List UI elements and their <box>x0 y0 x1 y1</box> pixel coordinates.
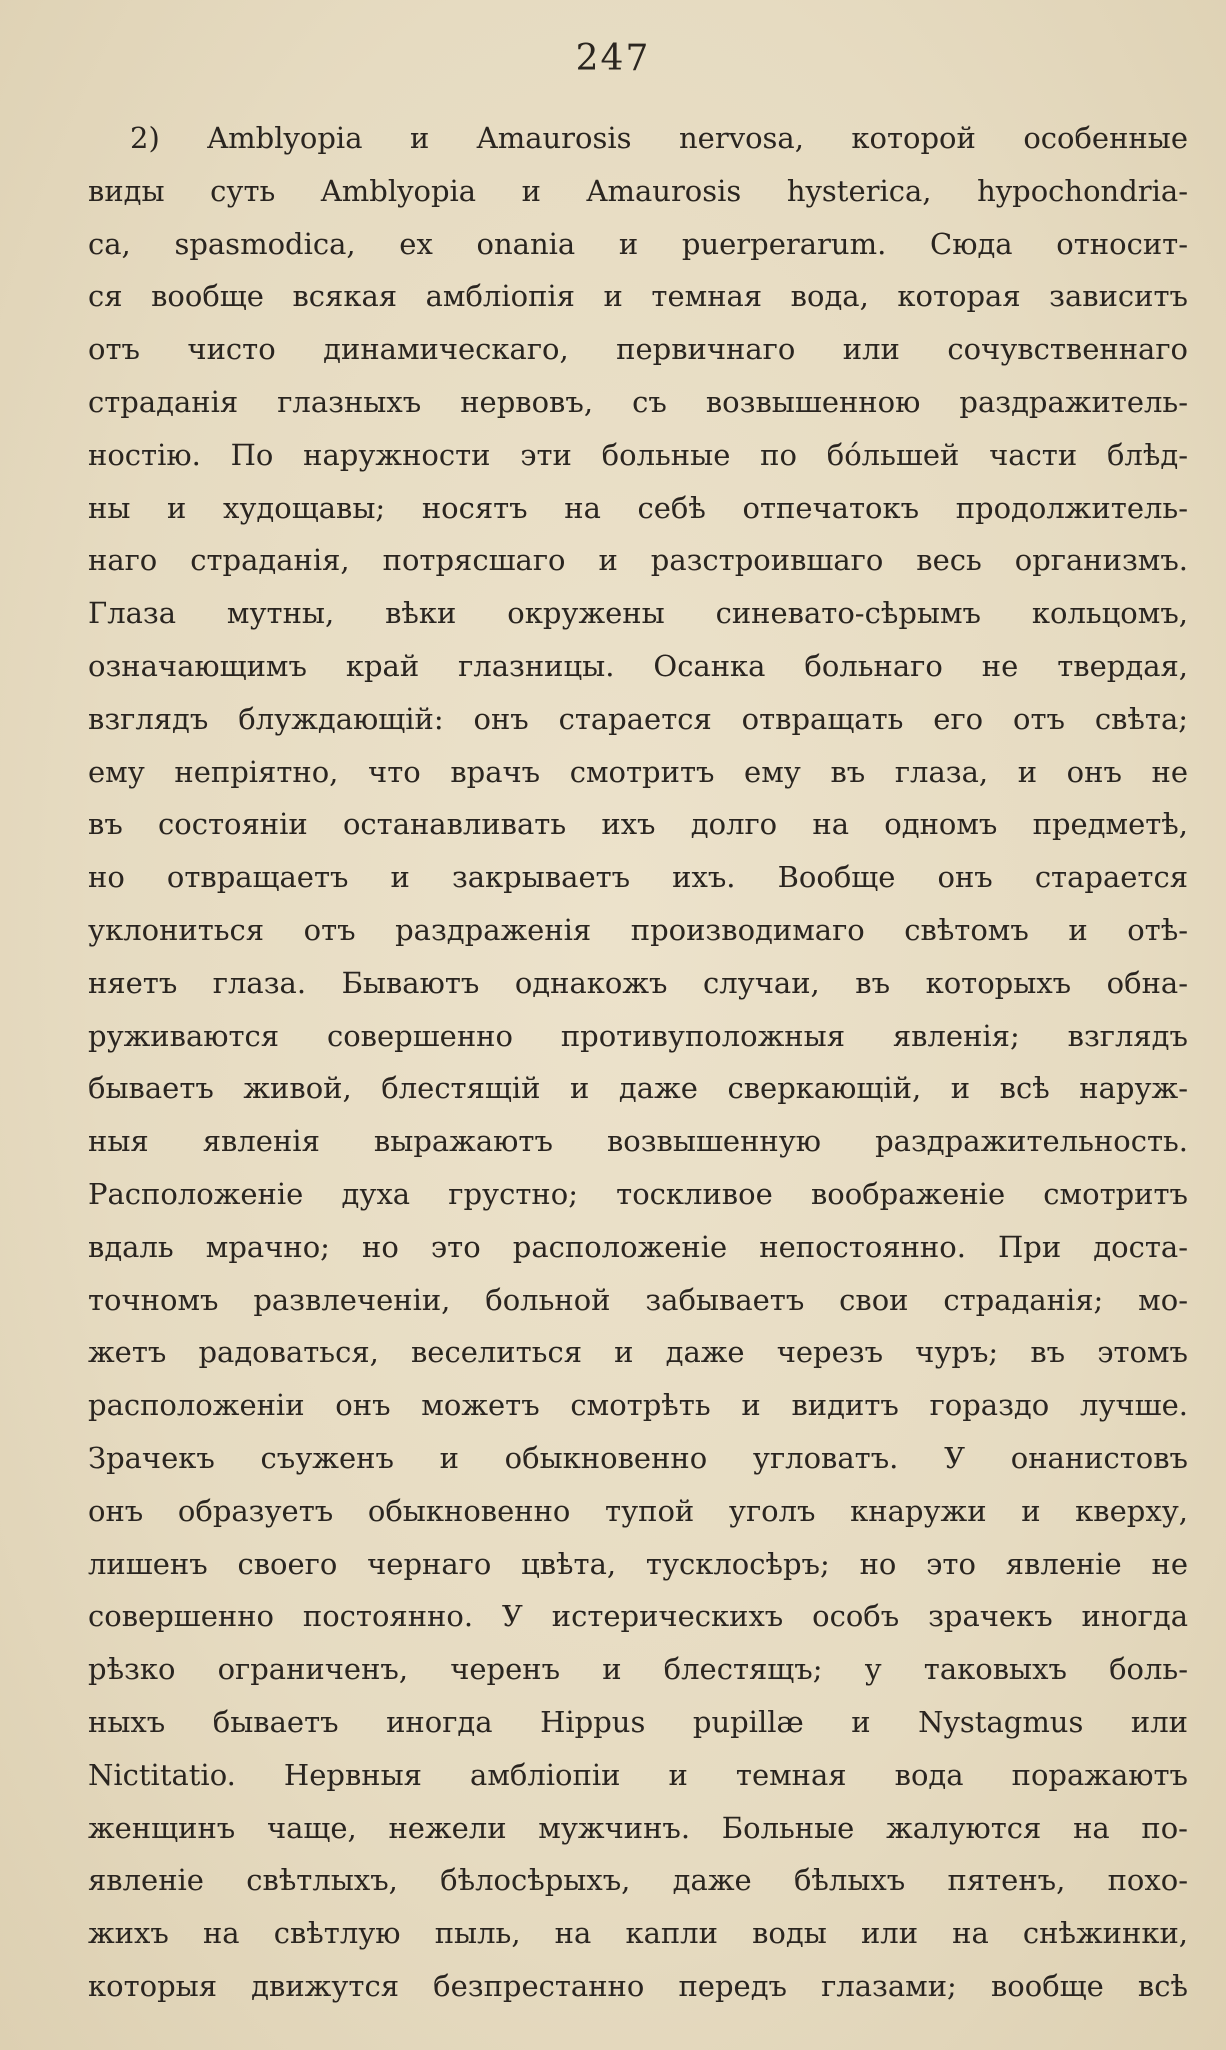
text-line: расположенiи онъ можетъ смотрѣть и видитъ гораздо лучше. <box>88 1388 1188 1423</box>
text-line: Зрачекъ съуженъ и обыкновенно угловатъ. У онанистовъ <box>88 1440 1188 1475</box>
text-line: взглядъ блуждающiй: онъ старается отвращать его отъ свѣта; <box>88 701 1188 736</box>
text-line: отъ чисто динамическаго, первичнаго или сочувственнаго <box>88 332 1188 367</box>
text-line: явленiе свѣтлыхъ, бѣлосѣрыхъ, даже бѣлыхъ пятенъ, похо- <box>88 1863 1188 1898</box>
text-line: женщинъ чаще, нежели мужчинъ. Больные жалуются на по- <box>88 1810 1188 1845</box>
page-number: 247 <box>575 38 651 79</box>
text-line: няетъ глаза. Бываютъ однакожъ случаи, въ которыхъ обна- <box>88 965 1188 1000</box>
body-text <box>88 112 1188 2013</box>
text-line: совершенно постоянно. У истерическихъ особъ зрачекъ иногда <box>88 1599 1188 1634</box>
text-line: ныхъ бываетъ иногда Hippus pupillæ и Nystagmus или <box>88 1704 1188 1739</box>
text-line: Nictitatio. Нервныя амблiопiи и темная вода поражаютъ <box>88 1757 1188 1792</box>
text-line: руживаются совершенно противуположныя явленiя; взглядъ <box>88 1018 1188 1053</box>
text-line: ны и худощавы; носятъ на себѣ отпечатокъ продолжитель- <box>88 490 1188 525</box>
text-line: вдаль мрачно; но это расположенiе непостоянно. При доста- <box>88 1229 1188 1264</box>
text-line: Глаза мутны, вѣки окружены синевато-сѣрымъ кольцомъ, <box>88 596 1188 631</box>
text-line: рѣзко ограниченъ, черенъ и блестящъ; у таковыхъ боль- <box>88 1652 1188 1687</box>
text-line: въ состоянiи останавливать ихъ долго на одномъ предметѣ, <box>88 807 1188 842</box>
text-line: лишенъ своего чернаго цвѣта, тусклосѣръ; но это явленiе не <box>88 1546 1188 1581</box>
text-line: жихъ на свѣтлую пыль, на капли воды или на снѣжинки, <box>88 1916 1188 1951</box>
text-line: уклониться отъ раздраженiя производимаго свѣтомъ и отѣ- <box>88 912 1188 947</box>
text-line: наго страданiя, потрясшаго и разстроившаго весь организмъ. <box>88 543 1188 578</box>
text-line: бываетъ живой, блестящiй и даже сверкающiй, и всѣ наруж- <box>88 1071 1188 1106</box>
text-line: означающимъ край глазницы. Осанка больнаго не твердая, <box>88 648 1188 683</box>
text-line: ему непрiятно, что врачъ смотритъ ему въ глаза, и онъ не <box>88 754 1188 789</box>
text-line: ныя явленiя выражаютъ возвышенную раздражительность. <box>88 1124 1188 1159</box>
text-line: 2) Amblyopia и Amaurosis nervosa, которой особенные <box>130 121 1188 155</box>
text-line: виды суть Amblyopia и Amaurosis hysterica, hypochondria- <box>88 173 1188 208</box>
text-line: ностiю. По наружности эти больные по бóльшей части блѣд- <box>88 437 1188 472</box>
text-line: онъ образуетъ обыкновенно тупой уголъ кнаружи и кверху, <box>88 1493 1188 1528</box>
text-line: которыя движутся безпрестанно передъ глазами; вообще всѣ <box>88 1968 1188 2003</box>
text-line: жетъ радоваться, веселиться и даже черезъ чуръ; въ этомъ <box>88 1335 1188 1370</box>
text-line: Расположенiе духа грустно; тоскливое воображенiе смотритъ <box>88 1176 1188 1211</box>
text-line: ca, spasmodica, ex onania и puerperarum. Сюда относит- <box>88 226 1188 261</box>
text-line: точномъ развлеченiи, больной забываетъ свои страданiя; мо- <box>88 1282 1188 1317</box>
text-line: страданiя глазныхъ нервовъ, съ возвышенною раздражитель- <box>88 384 1188 419</box>
text-line: ся вообще всякая амблiопiя и темная вода, которая зависитъ <box>88 279 1188 314</box>
text-line: но отвращаетъ и закрываетъ ихъ. Вообще онъ старается <box>88 860 1188 895</box>
